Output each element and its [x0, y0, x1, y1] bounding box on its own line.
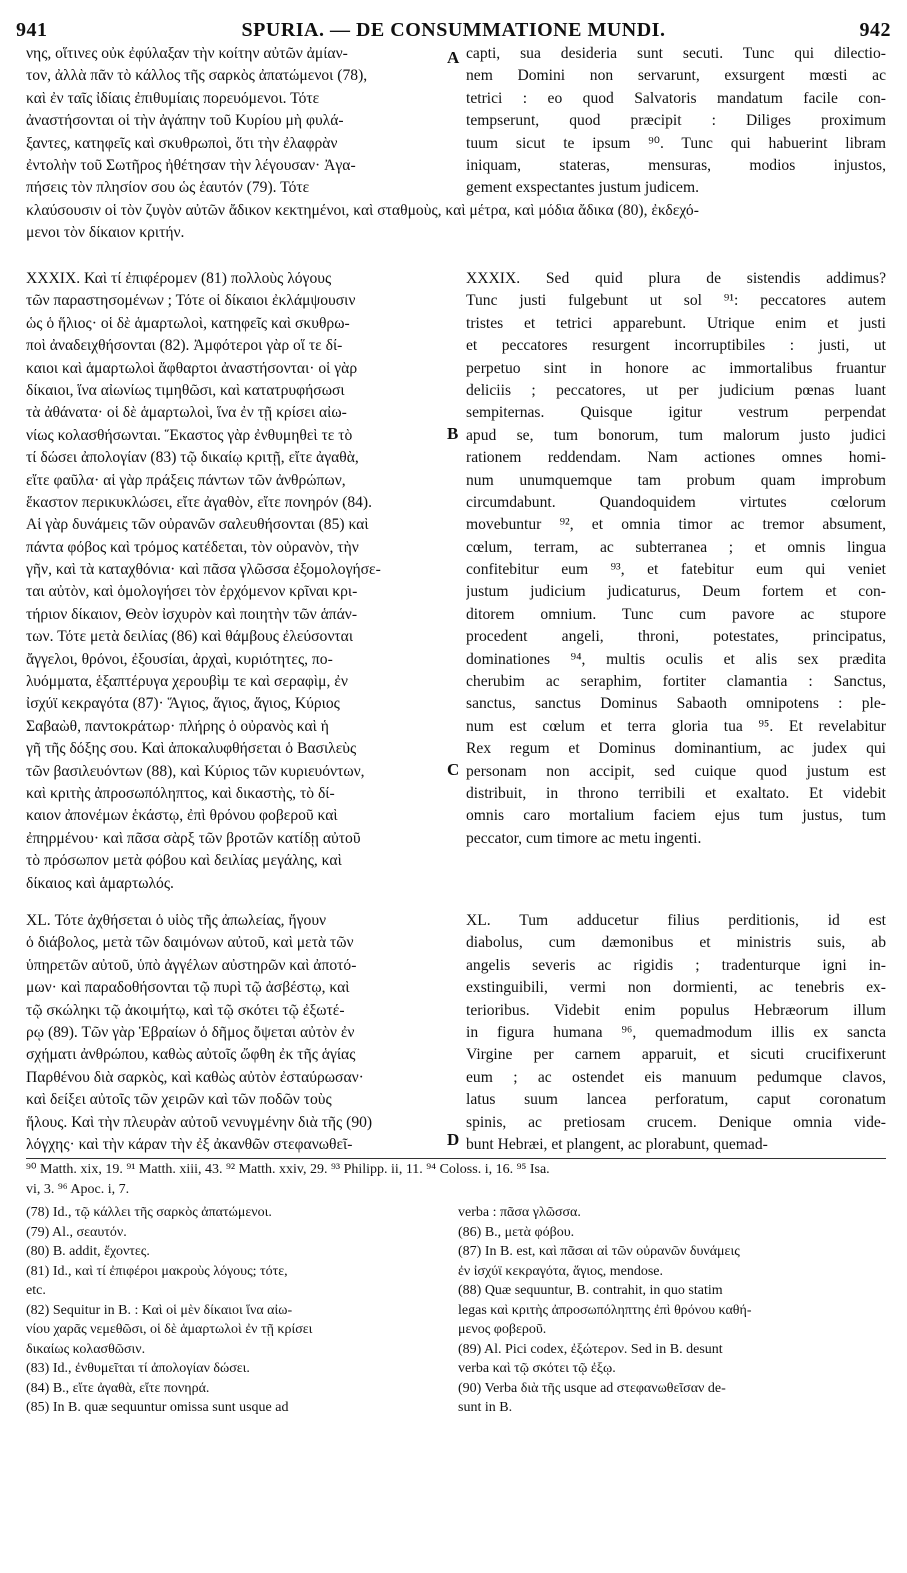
greek-column-chapter-40: [26, 910, 442, 1156]
text-line: Virgine per carnem apparuit, et sicuti crucifixerunt: [466, 1046, 886, 1064]
text-line: τῶν βασιλευόντων (88), καὶ Κύριος τῶν κυριευόντων,: [26, 762, 365, 780]
text-line: ἐπηρμένου· καὶ πᾶσα σὰρξ τῶν βροτῶν κατίδῃ αὐτοῦ: [26, 829, 361, 847]
margin-marker-c: C: [447, 760, 460, 779]
text-line: perpetuo sint in honore ac immortalibus fruantur: [466, 359, 886, 377]
text-line: confitebitur eum ⁹³, et fatebitur eum qui veniet: [466, 561, 886, 579]
critical-notes-right: [458, 1203, 886, 1418]
text-line: eum ; ac ostendet eis manuum pedumque clavos,: [466, 1068, 886, 1086]
text-line: καιοι καὶ ἁμαρτωλοὶ ἄφθαρτοι ἀναστήσονται· οἱ γὰρ: [26, 359, 358, 377]
text-line: σχήματι ἀνθρώπου, καθὼς αὐτοῖς ὤφθη ἐκ τῆς ἁγίας: [26, 1046, 356, 1064]
text-line: γῆ τῆς δόξης σου. Καὶ ἀποκαλυφθήσεται ὁ Βασιλεὺς: [26, 740, 357, 758]
text-line: ὑπηρετῶν αὐτοῦ, ὑπὸ ἀγγέλων αὐστηρῶν καὶ ἀποτό-: [26, 956, 357, 974]
text-line: τῷ σκώληκι τῷ ἀκοιμήτῳ, καὶ τῷ σκότει τῷ ἐξωτέ-: [26, 1001, 345, 1019]
text-line: movebuntur ⁹², et omnia timor ac tremor absument,: [466, 516, 886, 534]
text-line: (90) Verba διὰ τῆς usque ad στεφανωθεῖσαν de-: [458, 1380, 726, 1396]
greek-column-chapter-39: [26, 268, 442, 895]
text-line: circumdabunt. Quandoquidem virtutes cœlorum: [466, 493, 886, 511]
text-line: legas καὶ κριτὴς ἀπροσωπόληπτης ἐπὶ θρόνου καθή-: [458, 1302, 752, 1318]
text-line: cœlum, terram, ac subterranea ; et omnis lingua: [466, 538, 886, 556]
margin-marker-a: A: [447, 48, 460, 67]
page-number-right: 942: [859, 19, 891, 41]
text-line: (80) B. addit, ἔχοντες.: [26, 1244, 150, 1259]
text-line: λόγχης· καὶ τὴν κάραν τὴν ἐξ ἀκανθῶν στεφανωθεῖ-: [26, 1135, 353, 1153]
text-line: sanctus, sanctus Dominus Sabaoth omnipotens : ple-: [466, 695, 886, 713]
text-line: Αἱ γὰρ δυνάμεις τῶν οὐρανῶν σαλευθήσονται (85) καὶ: [26, 516, 369, 534]
text-line: procedent angeli, throni, potestates, principatus,: [466, 628, 886, 646]
critical-notes-left: [26, 1203, 446, 1418]
text-line: sempiternas. Quisque igitur vestrum perpendat: [466, 404, 886, 422]
text-line: (79) Al., σεαυτόν.: [26, 1224, 127, 1240]
text-line: verba καὶ τῷ σκότει τῷ ἐξῳ.: [458, 1361, 616, 1376]
text-line: ἄγγελοι, θρόνοι, ἐξουσίαι, ἀρχαὶ, κυριότητες, πο-: [26, 650, 333, 668]
text-line: Rex regum et Dominus dominantium, ac judex qui: [466, 740, 886, 758]
text-line: τῶν παραστησομένων ; Τότε οἱ δίκαιοι ἐκλάμψουσιν: [26, 292, 356, 310]
text-line: ditorem omnium. Tunc cum pavore ac stupore: [466, 605, 886, 623]
text-line: sunt in B.: [458, 1400, 513, 1415]
footnote-divider: [26, 1158, 886, 1159]
text-line: (78) Id., τῷ κάλλει τῆς σαρκὸς ἀπατώμενοι.: [26, 1205, 272, 1220]
text-line: verba : πᾶσα γλῶσσα.: [458, 1205, 581, 1220]
latin-column-chapter-40: [466, 910, 886, 1156]
text-line: ται αὐτὸν, καὶ ὁμολογήσει τὸν ἐρχόμενον κρῖναι κρι-: [26, 583, 358, 601]
text-line: vi, 3. ⁹⁶ Apoc. i, 7.: [26, 1181, 130, 1197]
text-line: num unumquemque tam probum quam improbum: [466, 471, 886, 489]
text-line: deliciis ; peccatores, ut per judicium pœnas luant: [466, 381, 886, 399]
text-line: (88) Quæ sequuntur, B. contrahit, in quo statim: [458, 1283, 723, 1298]
text-line: num est cœlum et terra gloria tua ⁹⁵. Et revelabitur: [466, 717, 886, 735]
text-line: bunt Hebræi, et plangent, ac plorabunt, quemad-: [466, 1135, 768, 1153]
text-line: ὁ διάβολος, μετὰ τῶν δαιμόνων αὐτοῦ, καὶ μετὰ τῶν: [26, 934, 354, 952]
text-line: (83) Id., ἐνθυμεῖται τί ἀπολογίαν δώσει.: [26, 1361, 250, 1376]
text-line: XXXIX. Καὶ τί ἐπιφέρομεν (81) πολλοὺς λόγους: [26, 270, 332, 287]
text-line: latus suum lancea perforatum, caput coronatum: [466, 1091, 886, 1109]
text-line: Σαβαὼθ, παντοκράτωρ· πλήρης ὁ οὐρανὸς καὶ ἡ: [26, 717, 329, 735]
text-line: (86) B., μετὰ φόβου.: [458, 1224, 575, 1240]
text-line: τήριον δίκαιον, Θεὸν ἰσχυρὸν καὶ ποιητὴν τῶν ἁπάν-: [26, 605, 358, 623]
text-line: γῆν, καὶ τὰ καταχθόνια· καὶ πᾶσα γλῶσσα ἐξομολογήσε-: [26, 561, 381, 579]
text-line: tuum sicut te ipsum ⁹⁰. Tunc qui habuerint libram: [466, 134, 886, 152]
text-line: capti, sua desideria sunt secuti. Tunc qui dilectio-: [466, 45, 886, 62]
text-line: (82) Sequitur in B. : Καὶ οἱ μὲν δίκαιοι ἵνα αἰω-: [26, 1302, 293, 1318]
margin-marker-d: D: [447, 1130, 460, 1149]
text-line: μενοι τὸν δίκαιον κριτήν.: [26, 224, 185, 242]
text-line: terioribus. Videbit enim populus Hebræorum illum: [466, 1001, 886, 1019]
text-line: δικαίως κολασθῶσιν.: [26, 1341, 146, 1357]
text-line: justum judicium judicaturus, Deum fortem et con-: [466, 583, 886, 601]
text-line: τὸ πρόσωπον μετὰ φόβου καὶ δειλίας μεγάλης, καὶ: [26, 852, 342, 870]
latin-column-chapter-39: [466, 268, 886, 850]
text-line: νίως κολασθήσωνται. Ἕκαστος γὰρ ἐνθυμηθεὶ τε τὸ: [26, 426, 353, 444]
text-line: XL. Tum adducetur filius perditionis, id est: [466, 912, 886, 929]
latin-column-block1: [466, 43, 886, 200]
text-line: spinis, ac pretiosam crucem. Denique omnia vide-: [466, 1113, 886, 1131]
text-line: gement exspectantes justum judicem.: [466, 179, 699, 197]
text-line: τὰ ἀθάνατα· οἱ δὲ ἁμαρτωλοὶ, ἵνα ἐν τῇ κρίσει αἰω-: [26, 404, 347, 422]
text-line: et peccatores resurgent incorruptibiles : justi, ut: [466, 337, 886, 355]
text-line: καιον ἀπονέμων ἑκάστῳ, ἐπὶ θρόνου φοβεροῦ καὶ: [26, 807, 338, 825]
text-line: Παρθένου διὰ σαρκὸς, καὶ καθὼς αὐτὸν ἐσταύρωσαν·: [26, 1068, 364, 1086]
text-line: ⁹⁰ Matth. xix, 19. ⁹¹ Matth. xiii, 43. ⁹² Matth. xxiv, 29. ⁹³ Philipp. ii, 11. ⁹⁴ Coloss. i, 16. ⁹⁵ Isa.: [26, 1162, 550, 1177]
text-line: XL. Τότε ἀχθήσεται ὁ υἱὸς τῆς ἀπωλείας, ἤγουν: [26, 912, 327, 929]
text-line: etc.: [26, 1283, 46, 1298]
text-line: ἐντολὴν τοῦ Σωτῆρος ἠθέτησαν τὴν λέγουσαν· Ἀγα-: [26, 156, 356, 174]
text-line: tetrici : eo quod Salvatoris mandatum facile con-: [466, 89, 886, 107]
text-line: Tunc justi fulgebunt ut sol ⁹¹: peccatores autem: [466, 292, 886, 310]
text-line: τί δώσει ἀπολογίαν (83) τῷ δικαίῳ κριτῇ, εἴτε ἀγαθὰ,: [26, 449, 359, 467]
text-line: omnis caro mortalium faciem ejus tum justus, tum: [466, 807, 886, 825]
text-line: πάντα φόβος καὶ τρόμος κατέδεται, τὸν οὐρανὸν, τὴν: [26, 538, 359, 556]
text-line: XXXIX. Sed quid plura de sistendis addimus?: [466, 270, 886, 287]
text-line: (87) In B. est, καὶ πᾶσαι αἱ τῶν οὐρανῶν δυνάμεις: [458, 1244, 740, 1259]
text-line: τον, ἀλλὰ πᾶν τὸ κάλλος τῆς σαρκὸς ἀπατώμενοι (78),: [26, 67, 368, 85]
scripture-references: [26, 1160, 886, 1199]
text-line: ποὶ ἀναδειχθήσονται (82). Ἀμφότεροι γὰρ οἵ τε δί-: [26, 337, 343, 355]
text-line: in figura humana ⁹⁶, quemadmodum illis ex sancta: [466, 1023, 886, 1041]
running-title: SPURIA. — DE CONSUMMATIONE MUNDI.: [241, 19, 666, 41]
text-line: ἥλους. Καὶ τὴν πλευρὰν αὐτοῦ νενυγμένην διὰ τῆς (90): [26, 1113, 373, 1131]
greek-full-width-lines: [26, 200, 886, 245]
text-line: ἐν ἰσχύϊ κεκραγότα, ἅγιος, mendose.: [458, 1263, 663, 1279]
text-line: personam non accipit, sed cuique quod justum est: [466, 762, 886, 780]
text-line: (84) B., εἴτε ἀγαθὰ, εἴτε πονηρά.: [26, 1380, 210, 1396]
text-line: peccator, cum timore ac metu ingenti.: [466, 829, 702, 847]
text-line: νίου χαρᾶς νεμεθῶσι, οἱ δὲ ἁμαρτωλοὶ ἐν τῇ κρίσει: [26, 1322, 313, 1337]
text-line: κλαύσουσιν οἱ τὸν ζυγὸν αὐτῶν ἄδικον κεκτημένοι, καὶ σταθμοὺς, καὶ μέτρα, καὶ μόδια ἄδικα (80), ἐκδεχό-: [26, 202, 699, 219]
running-header: [16, 12, 891, 42]
text-line: νης, οἵτινες οὐκ ἐφύλαξαν τὴν κοίτην αὐτῶν ἀμίαν-: [26, 45, 348, 62]
greek-column-block1: [26, 43, 442, 200]
text-line: ἀναστήσονται οἱ τὴν ἀγάπην τοῦ Κυρίου μὴ φυλά-: [26, 112, 344, 130]
text-line: δίκαιοι, ἵνα αἰωνίως τιμηθῶσι, καὶ κατατρυφήσωσι: [26, 381, 345, 399]
text-line: (85) In B. quæ sequuntur omissa sunt usque ad: [26, 1400, 289, 1415]
text-line: tristes et tetrici apparebunt. Utrique enim et justi: [466, 314, 886, 332]
text-line: diabolus, cum dæmonibus et ministris suis, ab: [466, 934, 886, 952]
text-line: distribuit, in throno terribili et exaltato. Et videbit: [466, 784, 886, 802]
text-line: ἕκαστον περικυκλώσει, εἴτε ἀγαθὸν, εἴτε πονηρόν (84).: [26, 493, 373, 511]
text-line: ρῳ (89). Τῶν γὰρ Ἑβραίων ὁ δῆμος ὄψεται αὐτὸν ἐν: [26, 1023, 355, 1041]
text-line: rationem reddendam. Nam actiones omnes homi-: [466, 449, 886, 467]
text-line: εἴτε φαῦλα· αἱ γὰρ πράξεις πάντων τῶν ἀνθρώπων,: [26, 471, 346, 489]
text-line: ὡς ὁ ἥλιος· οἱ δὲ ἁμαρτωλοὶ, κατηφεῖς καὶ σκυθρω-: [26, 314, 350, 332]
text-line: dominationes ⁹⁴, multis oculis et alis sex prædita: [466, 650, 886, 668]
text-line: των. Τότε μετὰ δειλίας (86) καὶ θάμβους ἐλεύσονται: [26, 628, 354, 646]
text-line: καὶ δείξει αὐτοῖς τῶν χειρῶν καὶ τῶν ποδῶν τοὺς: [26, 1091, 332, 1109]
text-line: (89) Al. Pici codex, ἐξώτερον. Sed in B. desunt: [458, 1341, 723, 1357]
text-line: ἰσχύϊ κεκραγότα (87)· Ἅγιος, ἅγιος, ἅγιος, Κύριος: [26, 695, 340, 713]
text-line: δίκαιος καὶ ἁμαρτωλός.: [26, 874, 174, 892]
text-line: (81) Id., καὶ τί ἐπιφέροι μακροὺς λόγους; τότε,: [26, 1263, 288, 1279]
text-line: καὶ κριτὴς ἀπροσωπόληπτος, καὶ δικαστὴς, τὸ δί-: [26, 784, 335, 802]
text-line: πήσεις τὸν πλησίον σου ὡς ἑαυτόν (79). Τότε: [26, 179, 310, 197]
text-line: μενος φοβεροῦ.: [458, 1322, 547, 1337]
text-line: angelis severis ac rigidis ; tradenturque igni in-: [466, 956, 886, 974]
text-line: ξαντες, κατηφεῖς καὶ σκυθρωποὶ, ὅτι τὴν ἐλαφρὰν: [26, 134, 338, 152]
text-line: apud se, tum bonorum, tum malorum justo judici: [466, 426, 886, 444]
text-line: tempserunt, quod præcipit : Diliges proximum: [466, 112, 886, 130]
text-line: iniquam, stateras, mensuras, modios injustos,: [466, 156, 886, 174]
text-line: cherubim ac seraphim, fortiter clamantia : Sanctus,: [466, 673, 886, 691]
text-line: nem Domini non servarunt, exsurgent mœsti ac: [466, 67, 886, 85]
text-line: λυόμματα, ἑξαπτέρυγα χερουβὶμ τε καὶ σεραφὶμ, ἐν: [26, 673, 348, 691]
text-line: exstinguibili, vermi non dormienti, ac tenebris ex-: [466, 979, 886, 997]
page-number-left: 941: [16, 19, 48, 41]
margin-marker-b: B: [447, 424, 459, 443]
text-line: καὶ ἐν ταῖς ἰδίαις ἐπιθυμίαις πορευόμενοι. Τότε: [26, 89, 320, 107]
text-line: μων· καὶ παραδοθήσονται τῷ πυρὶ τῷ ἀσβέστῳ, καὶ: [26, 979, 350, 997]
